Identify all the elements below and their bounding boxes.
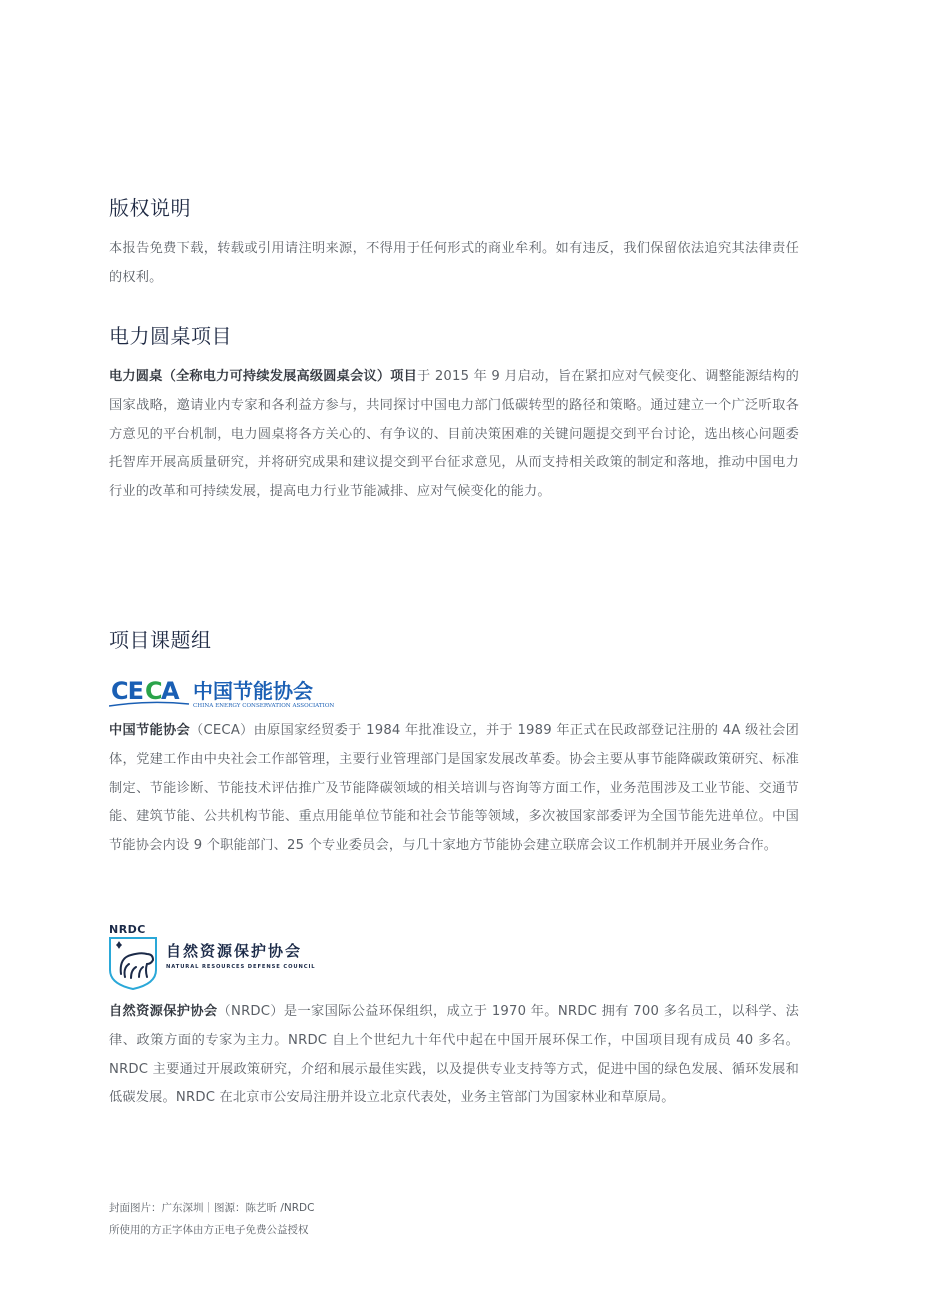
svg-text:CHINA ENERGY CONSERVATION ASSO: CHINA ENERGY CONSERVATION ASSOCIATION [193,703,335,709]
footer-font-credit: 所使用的方正字体由方正电子免费公益授权 [109,1224,309,1236]
svg-text:NATURAL RESOURCES DEFENSE COUN: NATURAL RESOURCES DEFENSE COUNCIL [166,964,316,970]
copyright-heading: 版权说明 [109,196,191,220]
ceca-paragraph [109,717,799,861]
nrdc-body: （NRDC）是一家国际公益环保组织，成立于 1970 年。NRDC 拥有 700 多名员工，以科学、法律、政策方面的专家为主力。NRDC 自上个世纪九十年代中起在中国开展环保工作，中国项目现有成员 40 多名。NRDC 主要通过开展政策研究，介绍和展示最佳实践，以及提供专业支持等方式，促进中国的绿色发展、循环发展和低碳发展。NRDC 在北京市公安局注册并设立北京代表处，业务主管部门为国家林业和草原局。 [109,1004,799,1106]
roundtable-lead: 电力圆桌（全称电力可持续发展高级圆桌会议）项目 [109,369,418,384]
svg-text:自然资源保护协会: 自然资源保护协会 [166,942,303,960]
svg-text:CE: CE [111,677,144,705]
ceca-logo-graphic [109,674,339,710]
star-icon [116,942,122,948]
svg-text:C: C [145,677,162,705]
roundtable-body: 于 2015 年 9 月启动，旨在紧扣应对气候变化、调整能源结构的国家战略，邀请业内专家和各利益方参与，共同探讨中国电力部门低碳转型的路径和策略。通过建立一个广泛听取各方意见的平台机制，电力圆桌将各方关心的、有争议的、目前决策困难的关键问题提交到平台讨论，选出核心问题委托智库开展高质量研究，并将研究成果和建议提交到平台征求意见，从而支持相关政策的制定和落地，推动中国电力行业的改革和可持续发展，提高电力行业节能减排、应对气候变化的能力。 [109,369,799,500]
roundtable-paragraph [109,363,799,507]
svg-text:中国节能协会: 中国节能协会 [193,679,313,703]
bear-icon [121,953,153,978]
footer-cover-credit: 封面图片：广东深圳｜图源：陈艺昕 /NRDC [109,1202,315,1214]
team-heading: 项目课题组 [109,628,212,652]
copyright-paragraph: 本报告免费下载，转载或引用请注明来源，不得用于任何形式的商业牟利。如有违反，我们保留依法追究其法律责任的权利。 [109,241,799,285]
ceca-lead: 中国节能协会 [109,723,190,738]
svg-text:A: A [161,677,180,705]
nrdc-lead: 自然资源保护协会 [109,1004,218,1019]
svg-text:NRDC: NRDC [109,923,146,936]
footer-credits [109,1197,314,1241]
nrdc-logo [109,922,329,992]
roundtable-heading: 电力圆桌项目 [109,324,232,348]
ceca-body: （CECA）由原国家经贸委于 1984 年批准设立，并于 1989 年正式在民政部登记注册的 4A 级社会团体，党建工作由中央社会工作部管理，主要行业管理部门是国家发展改革委。协会主要从事节能降碳政策研究、标准制定、节能诊断、节能技术评估推广及节能降碳领域的相关培训与咨询等方面工作，业务范围涉及工业节能、交通节能、建筑节能、公共机构节能、重点用能单位节能和社会节能等领域，多次被国家部委评为全国节能先进单位。中国节能协会内设 9 个职能部门、25 个专业委员会，与几十家地方节能协会建立联席会议工作机制并开展业务合作。 [109,723,799,854]
nrdc-paragraph [109,998,799,1113]
ceca-logo [109,674,339,710]
nrdc-logo-graphic [109,922,329,992]
